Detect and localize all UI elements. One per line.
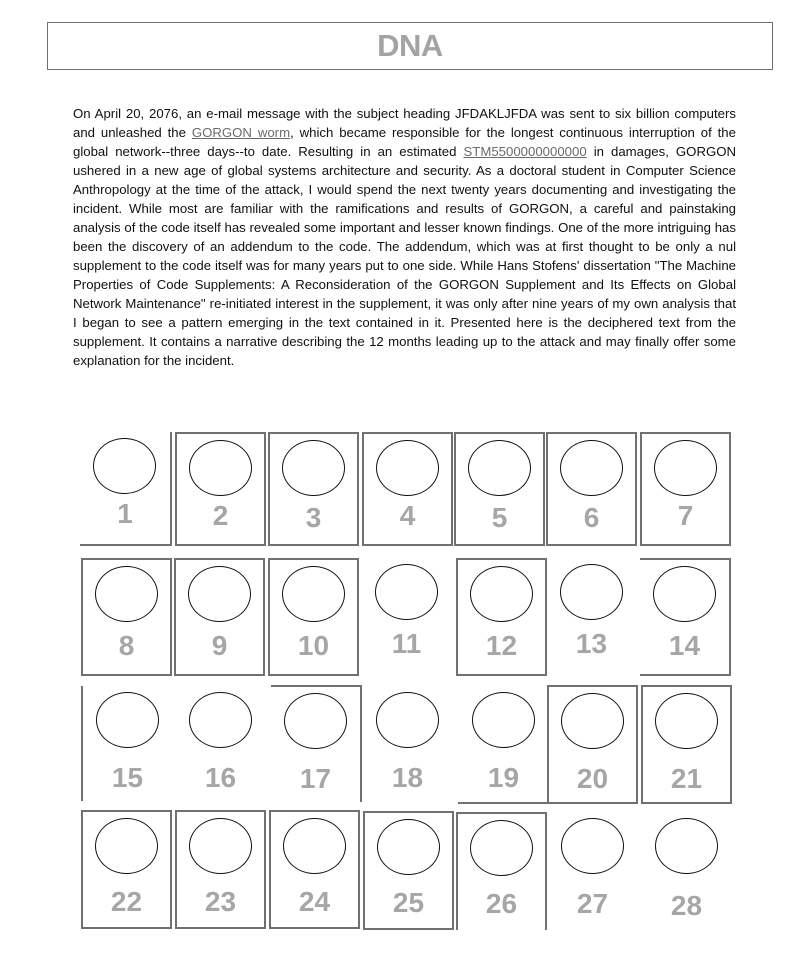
cell-number: 9: [211, 630, 228, 661]
cell-number: 24: [298, 886, 331, 917]
grid-cell-16[interactable]: [175, 686, 266, 801]
circle-icon: [95, 566, 158, 622]
grid-cell-2[interactable]: [175, 432, 266, 546]
grid-cell-26[interactable]: [456, 812, 547, 930]
circle-icon: [93, 438, 156, 494]
gorgon-worm-link[interactable]: GORGON worm: [191, 125, 291, 140]
grid-cell-27[interactable]: [547, 812, 638, 930]
cell-number: 25: [392, 887, 425, 918]
page-title: DNA: [377, 28, 443, 63]
circle-icon: [470, 820, 533, 876]
circle-icon: [96, 692, 159, 748]
cell-number: 28: [670, 890, 703, 921]
grid-cell-14[interactable]: [640, 558, 731, 676]
grid-cell-15[interactable]: [81, 686, 172, 801]
cell-number: 19: [487, 762, 520, 793]
intro-text-1: On April 20, 2076, an e-mail message with the subject heading JFDAKLJFDA was sent to six billion computers and unleashed the: [73, 106, 736, 140]
grid-cell-13[interactable]: [546, 558, 637, 676]
grid-cell-22[interactable]: [81, 810, 172, 929]
grid-cell-23[interactable]: [175, 810, 266, 929]
grid-cell-4[interactable]: [362, 432, 453, 546]
cell-number: 23: [204, 886, 237, 917]
circle-icon: [653, 566, 716, 622]
circle-icon: [283, 818, 346, 874]
circle-icon: [189, 818, 252, 874]
grid-cell-5[interactable]: [454, 432, 545, 546]
cell-number: 6: [583, 502, 600, 533]
grid-cell-25[interactable]: [363, 811, 454, 930]
grid-cell-11[interactable]: [361, 558, 452, 676]
cell-number: 14: [668, 630, 701, 661]
cell-number: 5: [491, 502, 508, 533]
circle-icon: [282, 440, 345, 496]
circle-icon: [561, 693, 624, 749]
circle-icon: [655, 818, 718, 874]
cell-number: 10: [297, 630, 330, 661]
circle-icon: [654, 440, 717, 496]
cell-number: 3: [305, 502, 322, 533]
cell-number: 16: [204, 762, 237, 793]
grid-cell-18[interactable]: [362, 686, 453, 801]
circle-icon: [188, 566, 251, 622]
cell-number: 12: [485, 630, 518, 661]
cell-number: 7: [677, 500, 694, 531]
grid-cell-20[interactable]: [547, 685, 638, 804]
circle-icon: [95, 818, 158, 874]
cell-number: 26: [485, 888, 518, 919]
circle-icon: [468, 440, 531, 496]
cell-number: 22: [110, 886, 143, 917]
grid-cell-1[interactable]: [80, 432, 172, 546]
cell-number: 27: [576, 888, 609, 919]
cell-number: 1: [117, 498, 133, 529]
grid-cell-19[interactable]: [458, 686, 549, 804]
circle-icon: [377, 819, 440, 875]
cell-number: 8: [118, 630, 135, 661]
intro-text-2: , which became responsible for the longest continuous interruption of the global network--three days--to date. Resulting in an estimated: [73, 125, 736, 159]
grid-cell-24[interactable]: [269, 810, 360, 929]
cell-number: 13: [575, 628, 608, 659]
cell-number: 17: [299, 763, 332, 794]
circle-icon: [376, 440, 439, 496]
grid-cell-7[interactable]: [640, 432, 731, 546]
cell-number: 4: [399, 500, 416, 531]
grid-cell-8[interactable]: [81, 558, 172, 676]
circle-icon: [561, 818, 624, 874]
damages-link[interactable]: STM5500000000000: [463, 144, 587, 159]
circle-icon: [284, 693, 347, 749]
circle-icon: [376, 692, 439, 748]
grid-cell-17[interactable]: [271, 685, 362, 802]
grid-cell-3[interactable]: [268, 432, 359, 546]
circle-icon: [282, 566, 345, 622]
circle-icon: [375, 564, 438, 620]
circle-icon: [560, 440, 623, 496]
grid-cell-10[interactable]: [268, 558, 359, 676]
cell-number: 20: [576, 763, 609, 794]
grid-cell-9[interactable]: [174, 558, 265, 676]
grid-cell-6[interactable]: [546, 432, 637, 546]
grid-cell-21[interactable]: [641, 685, 732, 804]
cell-number: 11: [391, 628, 422, 659]
cell-number: 2: [212, 500, 229, 531]
grid-cell-28[interactable]: [641, 812, 732, 930]
cell-number: 15: [111, 762, 144, 793]
circle-icon: [189, 692, 252, 748]
circle-icon: [189, 440, 252, 496]
circle-icon: [470, 566, 533, 622]
cell-number: 21: [670, 763, 703, 794]
grid-cell-12[interactable]: [456, 558, 547, 676]
circle-icon: [472, 692, 535, 748]
intro-text-3: in damages, GORGON ushered in a new age of global systems architecture and security. As a doctoral student in Computer Science Anthropology at the time of the attack, I would spend the next twenty years documenting and investigating the incident. While most are familiar with the ramifications and results of GORGON, a careful and painstaking analysis of the code itself has revealed some important and lesser known findings. One of the more intriguing has been the discovery of an addendum to the code. The addendum, which was at first thought to be only a nul supplement to the code itself was for many years put to one side. While Hans Stofens' dissertation "The Machine Properties of Code Supplements: A Reconsideration of the GORGON Supplement and Its Effects on Global Network Maintenance" re-initiated interest in the supplement, it was only after nine years of my own analysis that I began to see a pattern emerging in the text contained in it. Presented here is the deciphered text from the supplement. It contains a narrative describing the 12 months leading up to the attack and may finally offer some explanation for the incident.: [73, 144, 737, 368]
circle-icon: [560, 564, 623, 620]
cell-number: 18: [391, 762, 424, 793]
circle-icon: [655, 693, 718, 749]
